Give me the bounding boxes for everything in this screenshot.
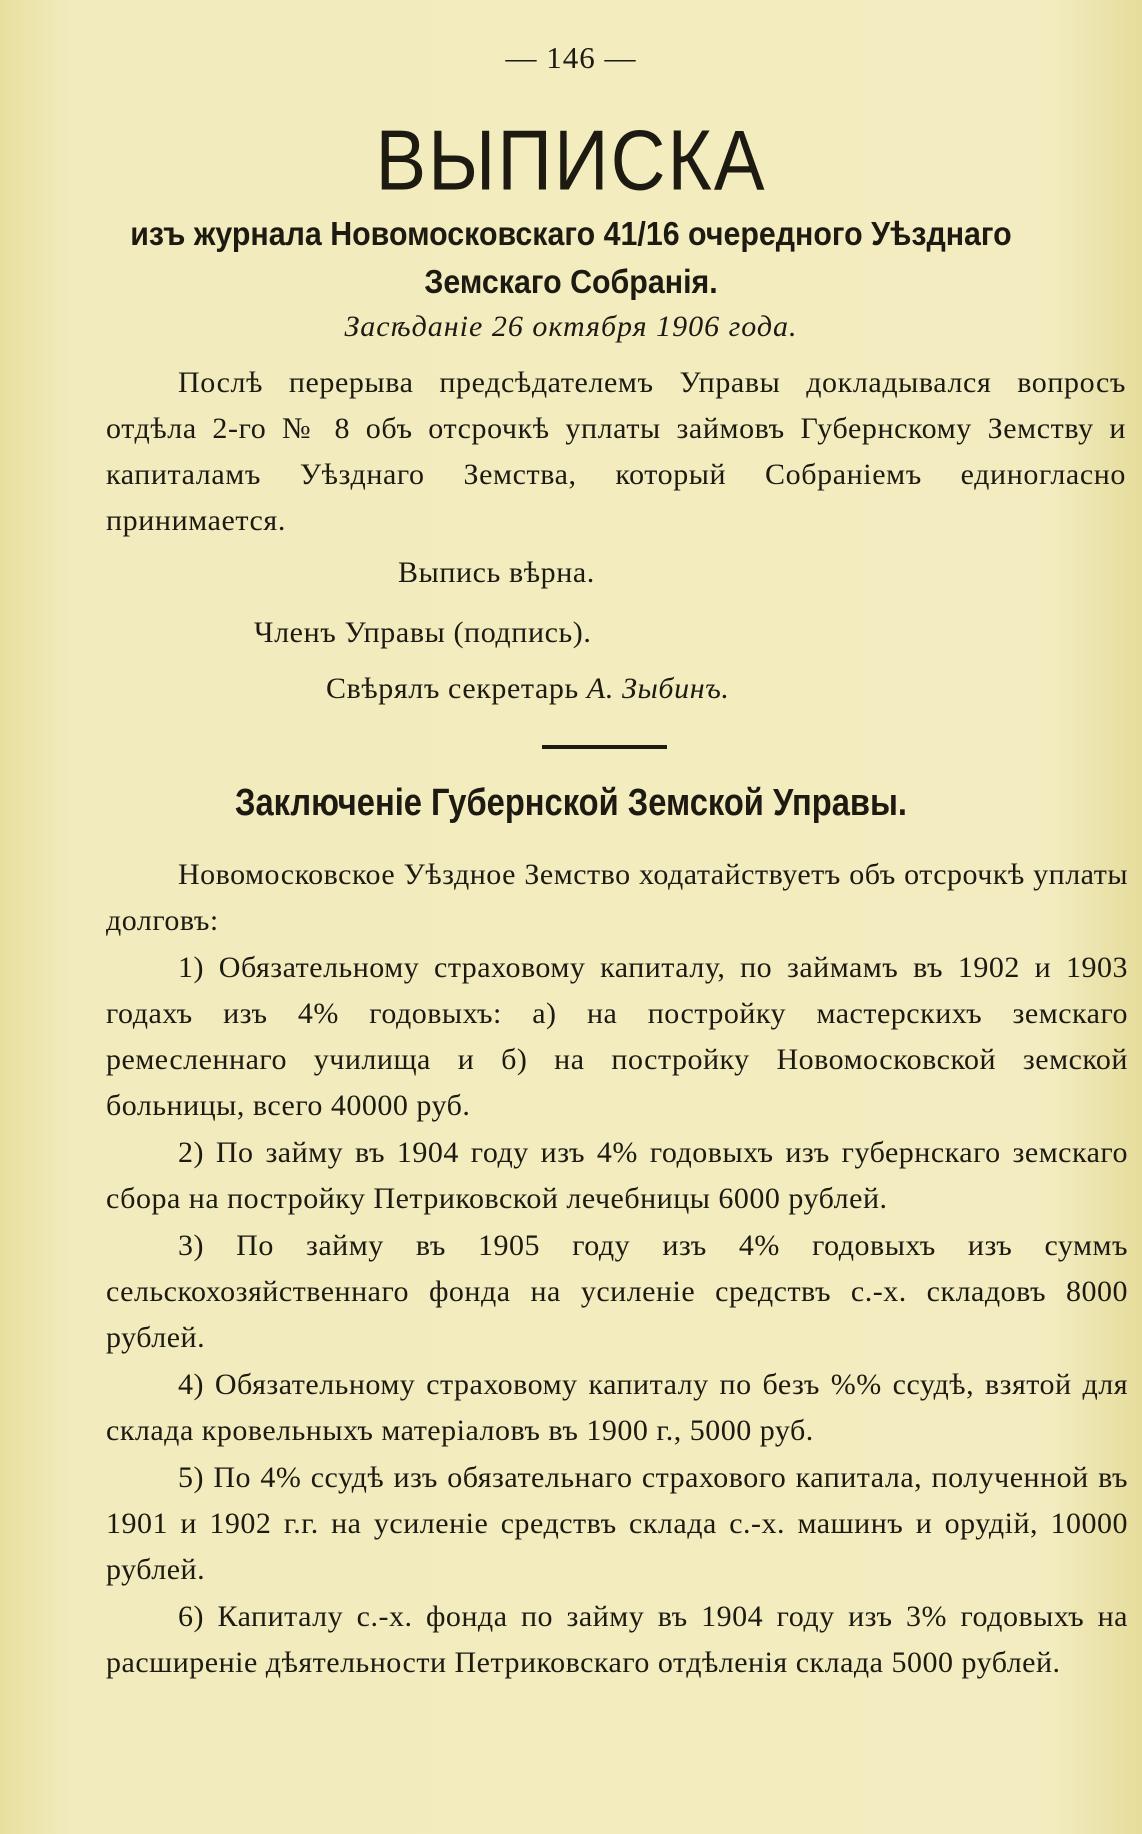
list-item: 3) По займу въ 1905 году изъ 4% годовыхъ изъ суммъ сельскохозяйственнаго фонда на усиленіе средствъ с.-х. складовъ 8000 рублей. [106, 1229, 1128, 1354]
member-signature-note: Членъ Управы (подпись). [254, 616, 592, 649]
section-heading: Заключеніе Губернской Земской Управы. [234, 782, 908, 824]
list-item: 5) По 4% ссудѣ изъ обязательнаго страхового капитала, полученной въ 1901 и 1902 г.г. на усиленіе средствъ склада с.-х. машинъ и орудій, 10000 рублей. [106, 1461, 1128, 1586]
secretary-label: Свѣрялъ секретарь [326, 672, 579, 705]
list-item: 4) Обязательному страховому капиталу по безъ %% ссудѣ, взятой для склада кровельныхъ матеріаловъ въ 1900 г., 5000 руб. [106, 1368, 1128, 1447]
document-subtitle [46, 210, 1097, 306]
subtitle-line-2: Земскаго Собранія. [424, 263, 718, 300]
conclusion-body [106, 852, 1128, 1687]
secretary-name: А. Зыбинъ. [586, 672, 730, 705]
copy-correct-note: Выпись вѣрна. [398, 556, 595, 589]
secretary-note [326, 672, 729, 706]
session-date: Засѣданіе 26 октября 1906 года. [344, 310, 798, 343]
list-item: 1) Обязательному страховому капиталу, по займамъ въ 1902 и 1903 годахъ изъ 4% годовыхъ: а) на постройку мастерскихъ земскаго ремесленнаго училища и б) на постройку Новомосковской земской больницы, всего 40000 руб. [106, 951, 1128, 1122]
document-title: ВЫПИСКА [375, 113, 767, 209]
extract-paragraph: Послѣ перерыва предсѣдателемъ Управы докладывался вопросъ отдѣла 2-го № 8 объ отсрочкѣ уплаты займовъ Губернскому Земству и капиталамъ Уѣзднаго Земства, который Собраніемъ единогласно принимается. [106, 366, 1126, 537]
conclusion-intro: Новомосковское Уѣздное Земство ходатайствуетъ объ отсрочкѣ уплаты долговъ: [106, 858, 1128, 937]
list-item: 2) По займу въ 1904 году изъ 4% годовыхъ изъ губернскаго земскаго сбора на постройку Петриковской лечебницы 6000 рублей. [106, 1136, 1128, 1215]
page-number: — 146 — [505, 40, 637, 75]
section-divider [542, 745, 667, 749]
subtitle-line-1: изъ журнала Новомосковскаго 41/16 очередного Уѣзднаго [130, 215, 1012, 252]
list-item: 6) Капиталу с.-х. фонда по займу въ 1904 году изъ 3% годовыхъ на расширеніе дѣятельности Петриковскаго отдѣленія склада 5000 рублей. [106, 1600, 1128, 1679]
